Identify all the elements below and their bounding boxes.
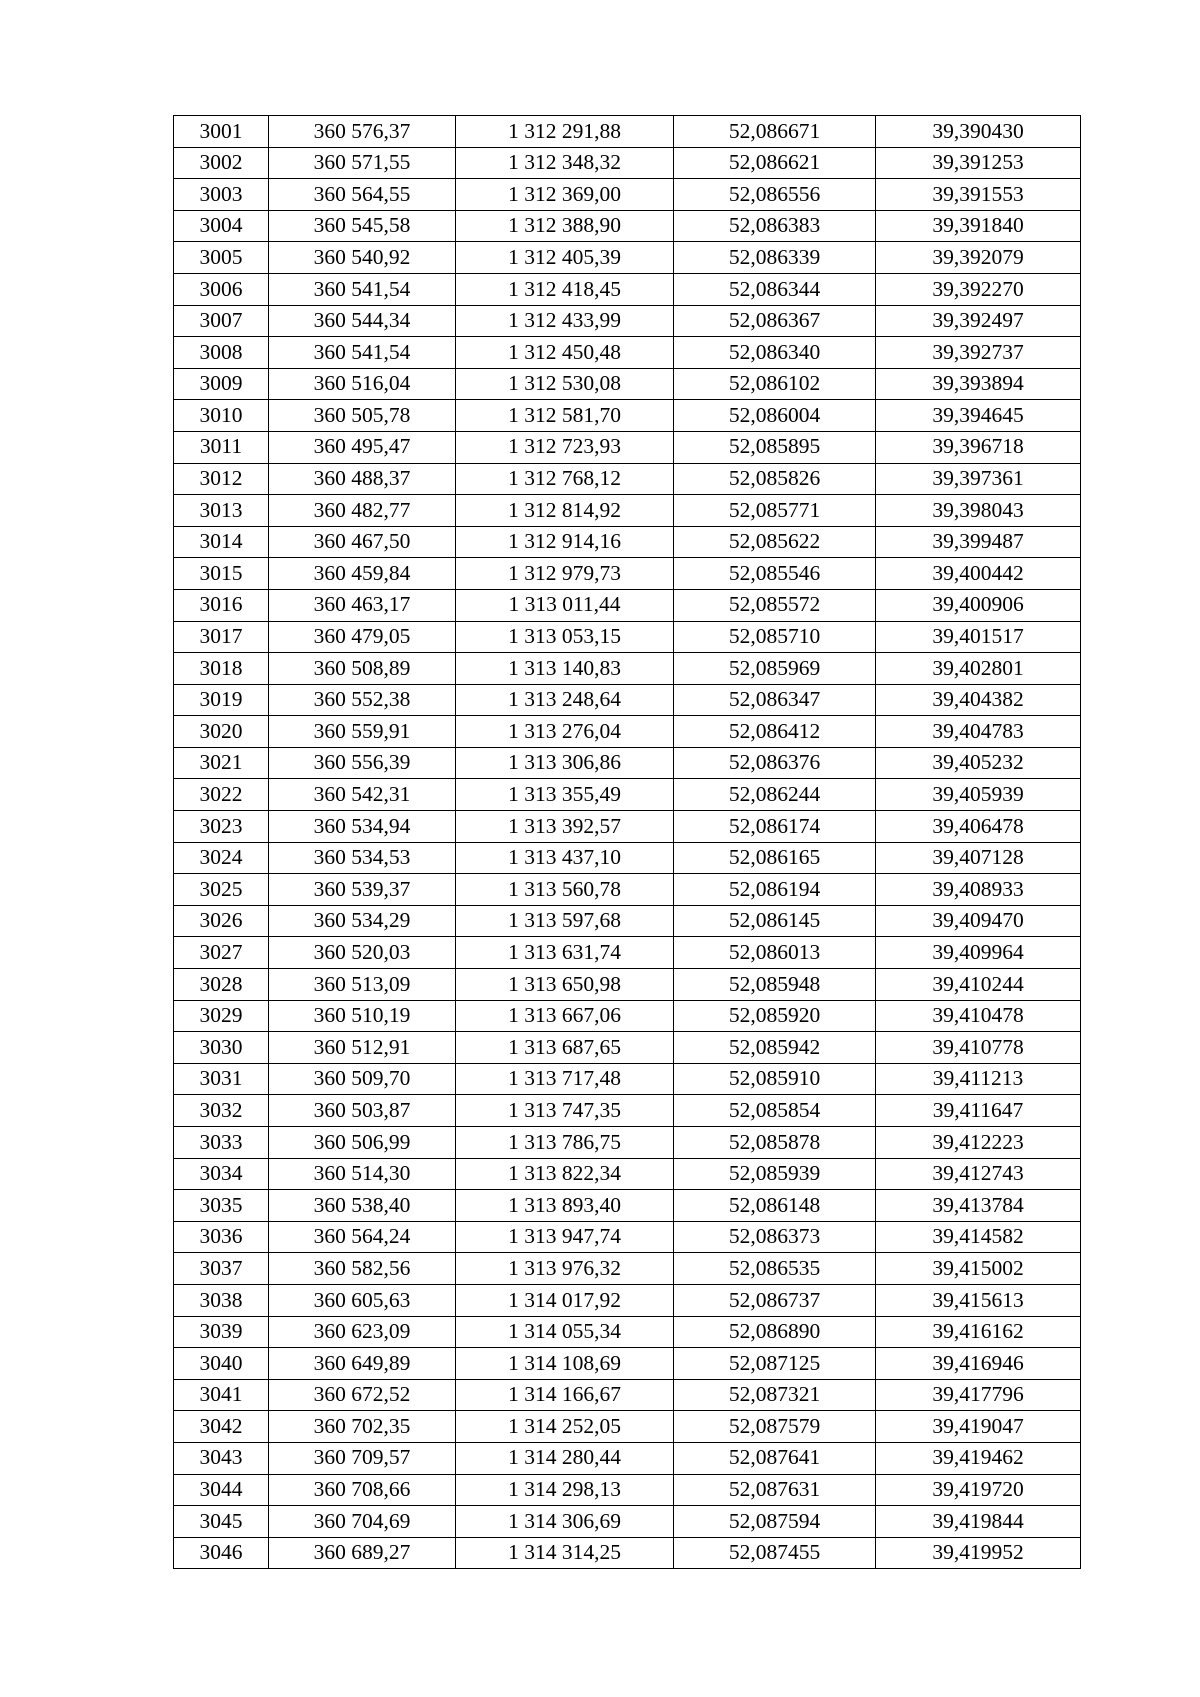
longitude-cell: 39,405232: [876, 747, 1081, 779]
table-row: [174, 1506, 1081, 1538]
y-coordinate-cell: 1 312 418,45: [456, 273, 674, 305]
latitude-cell: 52,086671: [674, 116, 876, 148]
y-coordinate-cell: 1 312 768,12: [456, 463, 674, 495]
longitude-cell: 39,408933: [876, 874, 1081, 906]
latitude-cell: 52,086339: [674, 242, 876, 274]
y-coordinate-cell: 1 314 108,69: [456, 1348, 674, 1380]
table-row: [174, 1127, 1081, 1159]
latitude-cell: 52,087321: [674, 1379, 876, 1411]
x-coordinate-cell: 360 505,78: [269, 400, 456, 432]
longitude-cell: 39,409470: [876, 905, 1081, 937]
table-row: [174, 368, 1081, 400]
y-coordinate-cell: 1 312 405,39: [456, 242, 674, 274]
longitude-cell: 39,400442: [876, 558, 1081, 590]
y-coordinate-cell: 1 312 369,00: [456, 179, 674, 211]
latitude-cell: 52,085546: [674, 558, 876, 590]
latitude-cell: 52,086890: [674, 1316, 876, 1348]
latitude-cell: 52,085854: [674, 1095, 876, 1127]
longitude-cell: 39,416946: [876, 1348, 1081, 1380]
table-row: [174, 1000, 1081, 1032]
x-coordinate-cell: 360 542,31: [269, 779, 456, 811]
y-coordinate-cell: 1 312 450,48: [456, 337, 674, 369]
table-row: [174, 305, 1081, 337]
point-number-cell: 3011: [174, 431, 269, 463]
longitude-cell: 39,404382: [876, 684, 1081, 716]
table-row: [174, 779, 1081, 811]
point-number-cell: 3010: [174, 400, 269, 432]
latitude-cell: 52,087455: [674, 1537, 876, 1569]
table-row: [174, 147, 1081, 179]
latitude-cell: 52,086148: [674, 1190, 876, 1222]
y-coordinate-cell: 1 313 560,78: [456, 874, 674, 906]
latitude-cell: 52,085969: [674, 653, 876, 685]
longitude-cell: 39,411647: [876, 1095, 1081, 1127]
point-number-cell: 3042: [174, 1411, 269, 1443]
table-row: [174, 463, 1081, 495]
latitude-cell: 52,085572: [674, 589, 876, 621]
point-number-cell: 3013: [174, 495, 269, 527]
point-number-cell: 3016: [174, 589, 269, 621]
latitude-cell: 52,086165: [674, 842, 876, 874]
y-coordinate-cell: 1 312 348,32: [456, 147, 674, 179]
point-number-cell: 3024: [174, 842, 269, 874]
table-row: [174, 1158, 1081, 1190]
latitude-cell: 52,085878: [674, 1127, 876, 1159]
y-coordinate-cell: 1 313 306,86: [456, 747, 674, 779]
x-coordinate-cell: 360 541,54: [269, 337, 456, 369]
latitude-cell: 52,087579: [674, 1411, 876, 1443]
table-row: [174, 905, 1081, 937]
table-row: [174, 1474, 1081, 1506]
longitude-cell: 39,398043: [876, 495, 1081, 527]
point-number-cell: 3003: [174, 179, 269, 211]
longitude-cell: 39,415613: [876, 1284, 1081, 1316]
latitude-cell: 52,086244: [674, 779, 876, 811]
x-coordinate-cell: 360 534,29: [269, 905, 456, 937]
longitude-cell: 39,407128: [876, 842, 1081, 874]
y-coordinate-cell: 1 314 280,44: [456, 1442, 674, 1474]
y-coordinate-cell: 1 313 248,64: [456, 684, 674, 716]
y-coordinate-cell: 1 312 979,73: [456, 558, 674, 590]
x-coordinate-cell: 360 539,37: [269, 874, 456, 906]
table-row: [174, 621, 1081, 653]
x-coordinate-cell: 360 488,37: [269, 463, 456, 495]
point-number-cell: 3017: [174, 621, 269, 653]
table-row: [174, 1190, 1081, 1222]
y-coordinate-cell: 1 314 314,25: [456, 1537, 674, 1569]
table-row: [174, 684, 1081, 716]
latitude-cell: 52,087641: [674, 1442, 876, 1474]
latitude-cell: 52,086376: [674, 747, 876, 779]
table-row: [174, 116, 1081, 148]
y-coordinate-cell: 1 312 388,90: [456, 210, 674, 242]
longitude-cell: 39,412223: [876, 1127, 1081, 1159]
latitude-cell: 52,086737: [674, 1284, 876, 1316]
x-coordinate-cell: 360 534,94: [269, 811, 456, 843]
latitude-cell: 52,085910: [674, 1063, 876, 1095]
x-coordinate-cell: 360 540,92: [269, 242, 456, 274]
coordinates-table-body: [174, 116, 1081, 1569]
point-number-cell: 3031: [174, 1063, 269, 1095]
point-number-cell: 3039: [174, 1316, 269, 1348]
y-coordinate-cell: 1 312 291,88: [456, 116, 674, 148]
x-coordinate-cell: 360 672,52: [269, 1379, 456, 1411]
y-coordinate-cell: 1 313 597,68: [456, 905, 674, 937]
y-coordinate-cell: 1 313 355,49: [456, 779, 674, 811]
table-row: [174, 1442, 1081, 1474]
latitude-cell: 52,085622: [674, 526, 876, 558]
point-number-cell: 3043: [174, 1442, 269, 1474]
point-number-cell: 3007: [174, 305, 269, 337]
longitude-cell: 39,417796: [876, 1379, 1081, 1411]
longitude-cell: 39,394645: [876, 400, 1081, 432]
latitude-cell: 52,086340: [674, 337, 876, 369]
y-coordinate-cell: 1 312 723,93: [456, 431, 674, 463]
point-number-cell: 3028: [174, 969, 269, 1001]
longitude-cell: 39,409964: [876, 937, 1081, 969]
x-coordinate-cell: 360 479,05: [269, 621, 456, 653]
point-number-cell: 3044: [174, 1474, 269, 1506]
table-row: [174, 1063, 1081, 1095]
x-coordinate-cell: 360 605,63: [269, 1284, 456, 1316]
longitude-cell: 39,419462: [876, 1442, 1081, 1474]
latitude-cell: 52,086102: [674, 368, 876, 400]
longitude-cell: 39,391840: [876, 210, 1081, 242]
longitude-cell: 39,414582: [876, 1221, 1081, 1253]
x-coordinate-cell: 360 508,89: [269, 653, 456, 685]
table-row: [174, 1032, 1081, 1064]
latitude-cell: 52,086535: [674, 1253, 876, 1285]
point-number-cell: 3001: [174, 116, 269, 148]
longitude-cell: 39,391553: [876, 179, 1081, 211]
point-number-cell: 3019: [174, 684, 269, 716]
point-number-cell: 3032: [174, 1095, 269, 1127]
point-number-cell: 3009: [174, 368, 269, 400]
table-row: [174, 210, 1081, 242]
y-coordinate-cell: 1 312 914,16: [456, 526, 674, 558]
point-number-cell: 3018: [174, 653, 269, 685]
point-number-cell: 3014: [174, 526, 269, 558]
x-coordinate-cell: 360 556,39: [269, 747, 456, 779]
y-coordinate-cell: 1 312 581,70: [456, 400, 674, 432]
x-coordinate-cell: 360 571,55: [269, 147, 456, 179]
y-coordinate-cell: 1 312 433,99: [456, 305, 674, 337]
latitude-cell: 52,085771: [674, 495, 876, 527]
latitude-cell: 52,085939: [674, 1158, 876, 1190]
point-number-cell: 3002: [174, 147, 269, 179]
point-number-cell: 3034: [174, 1158, 269, 1190]
y-coordinate-cell: 1 313 717,48: [456, 1063, 674, 1095]
table-row: [174, 495, 1081, 527]
x-coordinate-cell: 360 689,27: [269, 1537, 456, 1569]
latitude-cell: 52,085942: [674, 1032, 876, 1064]
table-row: [174, 242, 1081, 274]
longitude-cell: 39,400906: [876, 589, 1081, 621]
table-row: [174, 653, 1081, 685]
y-coordinate-cell: 1 313 786,75: [456, 1127, 674, 1159]
longitude-cell: 39,410478: [876, 1000, 1081, 1032]
table-row: [174, 431, 1081, 463]
longitude-cell: 39,397361: [876, 463, 1081, 495]
point-number-cell: 3035: [174, 1190, 269, 1222]
table-row: [174, 337, 1081, 369]
x-coordinate-cell: 360 520,03: [269, 937, 456, 969]
table-row: [174, 811, 1081, 843]
y-coordinate-cell: 1 313 053,15: [456, 621, 674, 653]
y-coordinate-cell: 1 313 947,74: [456, 1221, 674, 1253]
table-row: [174, 969, 1081, 1001]
x-coordinate-cell: 360 534,53: [269, 842, 456, 874]
x-coordinate-cell: 360 495,47: [269, 431, 456, 463]
point-number-cell: 3040: [174, 1348, 269, 1380]
latitude-cell: 52,086412: [674, 716, 876, 748]
x-coordinate-cell: 360 545,58: [269, 210, 456, 242]
longitude-cell: 39,419952: [876, 1537, 1081, 1569]
latitude-cell: 52,087594: [674, 1506, 876, 1538]
x-coordinate-cell: 360 649,89: [269, 1348, 456, 1380]
y-coordinate-cell: 1 314 252,05: [456, 1411, 674, 1443]
y-coordinate-cell: 1 313 392,57: [456, 811, 674, 843]
latitude-cell: 52,085826: [674, 463, 876, 495]
x-coordinate-cell: 360 506,99: [269, 1127, 456, 1159]
table-row: [174, 1411, 1081, 1443]
x-coordinate-cell: 360 564,24: [269, 1221, 456, 1253]
y-coordinate-cell: 1 313 276,04: [456, 716, 674, 748]
longitude-cell: 39,410778: [876, 1032, 1081, 1064]
longitude-cell: 39,411213: [876, 1063, 1081, 1095]
latitude-cell: 52,086145: [674, 905, 876, 937]
y-coordinate-cell: 1 312 530,08: [456, 368, 674, 400]
latitude-cell: 52,086194: [674, 874, 876, 906]
point-number-cell: 3012: [174, 463, 269, 495]
table-row: [174, 1253, 1081, 1285]
table-row: [174, 1316, 1081, 1348]
y-coordinate-cell: 1 314 055,34: [456, 1316, 674, 1348]
longitude-cell: 39,413784: [876, 1190, 1081, 1222]
table-row: [174, 1379, 1081, 1411]
y-coordinate-cell: 1 314 017,92: [456, 1284, 674, 1316]
longitude-cell: 39,392079: [876, 242, 1081, 274]
point-number-cell: 3038: [174, 1284, 269, 1316]
x-coordinate-cell: 360 463,17: [269, 589, 456, 621]
table-row: [174, 874, 1081, 906]
table-row: [174, 589, 1081, 621]
point-number-cell: 3026: [174, 905, 269, 937]
point-number-cell: 3020: [174, 716, 269, 748]
table-row: [174, 179, 1081, 211]
latitude-cell: 52,086383: [674, 210, 876, 242]
point-number-cell: 3046: [174, 1537, 269, 1569]
coordinates-table: [173, 115, 1081, 1569]
y-coordinate-cell: 1 313 822,34: [456, 1158, 674, 1190]
y-coordinate-cell: 1 313 631,74: [456, 937, 674, 969]
table-row: [174, 1537, 1081, 1569]
longitude-cell: 39,393894: [876, 368, 1081, 400]
x-coordinate-cell: 360 582,56: [269, 1253, 456, 1285]
x-coordinate-cell: 360 544,34: [269, 305, 456, 337]
x-coordinate-cell: 360 467,50: [269, 526, 456, 558]
longitude-cell: 39,390430: [876, 116, 1081, 148]
x-coordinate-cell: 360 576,37: [269, 116, 456, 148]
longitude-cell: 39,406478: [876, 811, 1081, 843]
x-coordinate-cell: 360 538,40: [269, 1190, 456, 1222]
latitude-cell: 52,086347: [674, 684, 876, 716]
latitude-cell: 52,086174: [674, 811, 876, 843]
table-row: [174, 400, 1081, 432]
point-number-cell: 3005: [174, 242, 269, 274]
point-number-cell: 3025: [174, 874, 269, 906]
y-coordinate-cell: 1 313 747,35: [456, 1095, 674, 1127]
point-number-cell: 3045: [174, 1506, 269, 1538]
table-row: [174, 747, 1081, 779]
table-row: [174, 1348, 1081, 1380]
longitude-cell: 39,392497: [876, 305, 1081, 337]
longitude-cell: 39,415002: [876, 1253, 1081, 1285]
x-coordinate-cell: 360 704,69: [269, 1506, 456, 1538]
longitude-cell: 39,392737: [876, 337, 1081, 369]
latitude-cell: 52,085920: [674, 1000, 876, 1032]
x-coordinate-cell: 360 564,55: [269, 179, 456, 211]
x-coordinate-cell: 360 509,70: [269, 1063, 456, 1095]
longitude-cell: 39,416162: [876, 1316, 1081, 1348]
point-number-cell: 3027: [174, 937, 269, 969]
x-coordinate-cell: 360 623,09: [269, 1316, 456, 1348]
latitude-cell: 52,086013: [674, 937, 876, 969]
y-coordinate-cell: 1 313 893,40: [456, 1190, 674, 1222]
point-number-cell: 3037: [174, 1253, 269, 1285]
table-row: [174, 526, 1081, 558]
x-coordinate-cell: 360 482,77: [269, 495, 456, 527]
y-coordinate-cell: 1 313 437,10: [456, 842, 674, 874]
point-number-cell: 3006: [174, 273, 269, 305]
x-coordinate-cell: 360 709,57: [269, 1442, 456, 1474]
latitude-cell: 52,086344: [674, 273, 876, 305]
longitude-cell: 39,405939: [876, 779, 1081, 811]
x-coordinate-cell: 360 559,91: [269, 716, 456, 748]
point-number-cell: 3036: [174, 1221, 269, 1253]
y-coordinate-cell: 1 314 298,13: [456, 1474, 674, 1506]
x-coordinate-cell: 360 552,38: [269, 684, 456, 716]
latitude-cell: 52,087631: [674, 1474, 876, 1506]
x-coordinate-cell: 360 702,35: [269, 1411, 456, 1443]
y-coordinate-cell: 1 313 140,83: [456, 653, 674, 685]
y-coordinate-cell: 1 313 976,32: [456, 1253, 674, 1285]
table-row: [174, 937, 1081, 969]
longitude-cell: 39,401517: [876, 621, 1081, 653]
longitude-cell: 39,399487: [876, 526, 1081, 558]
table-row: [174, 1221, 1081, 1253]
latitude-cell: 52,085710: [674, 621, 876, 653]
x-coordinate-cell: 360 708,66: [269, 1474, 456, 1506]
point-number-cell: 3021: [174, 747, 269, 779]
table-row: [174, 273, 1081, 305]
point-number-cell: 3030: [174, 1032, 269, 1064]
x-coordinate-cell: 360 516,04: [269, 368, 456, 400]
longitude-cell: 39,396718: [876, 431, 1081, 463]
point-number-cell: 3004: [174, 210, 269, 242]
latitude-cell: 52,086367: [674, 305, 876, 337]
point-number-cell: 3015: [174, 558, 269, 590]
longitude-cell: 39,392270: [876, 273, 1081, 305]
y-coordinate-cell: 1 313 011,44: [456, 589, 674, 621]
point-number-cell: 3033: [174, 1127, 269, 1159]
point-number-cell: 3029: [174, 1000, 269, 1032]
x-coordinate-cell: 360 512,91: [269, 1032, 456, 1064]
table-row: [174, 558, 1081, 590]
point-number-cell: 3022: [174, 779, 269, 811]
table-row: [174, 842, 1081, 874]
y-coordinate-cell: 1 313 650,98: [456, 969, 674, 1001]
longitude-cell: 39,419844: [876, 1506, 1081, 1538]
latitude-cell: 52,085948: [674, 969, 876, 1001]
latitude-cell: 52,085895: [674, 431, 876, 463]
y-coordinate-cell: 1 313 667,06: [456, 1000, 674, 1032]
x-coordinate-cell: 360 541,54: [269, 273, 456, 305]
longitude-cell: 39,391253: [876, 147, 1081, 179]
longitude-cell: 39,412743: [876, 1158, 1081, 1190]
y-coordinate-cell: 1 314 306,69: [456, 1506, 674, 1538]
latitude-cell: 52,086004: [674, 400, 876, 432]
x-coordinate-cell: 360 503,87: [269, 1095, 456, 1127]
latitude-cell: 52,086373: [674, 1221, 876, 1253]
y-coordinate-cell: 1 313 687,65: [456, 1032, 674, 1064]
latitude-cell: 52,087125: [674, 1348, 876, 1380]
longitude-cell: 39,419047: [876, 1411, 1081, 1443]
y-coordinate-cell: 1 314 166,67: [456, 1379, 674, 1411]
table-row: [174, 716, 1081, 748]
longitude-cell: 39,410244: [876, 969, 1081, 1001]
table-row: [174, 1095, 1081, 1127]
point-number-cell: 3008: [174, 337, 269, 369]
longitude-cell: 39,404783: [876, 716, 1081, 748]
table-row: [174, 1284, 1081, 1316]
latitude-cell: 52,086556: [674, 179, 876, 211]
point-number-cell: 3023: [174, 811, 269, 843]
latitude-cell: 52,086621: [674, 147, 876, 179]
point-number-cell: 3041: [174, 1379, 269, 1411]
longitude-cell: 39,419720: [876, 1474, 1081, 1506]
x-coordinate-cell: 360 513,09: [269, 969, 456, 1001]
x-coordinate-cell: 360 510,19: [269, 1000, 456, 1032]
x-coordinate-cell: 360 514,30: [269, 1158, 456, 1190]
x-coordinate-cell: 360 459,84: [269, 558, 456, 590]
longitude-cell: 39,402801: [876, 653, 1081, 685]
y-coordinate-cell: 1 312 814,92: [456, 495, 674, 527]
